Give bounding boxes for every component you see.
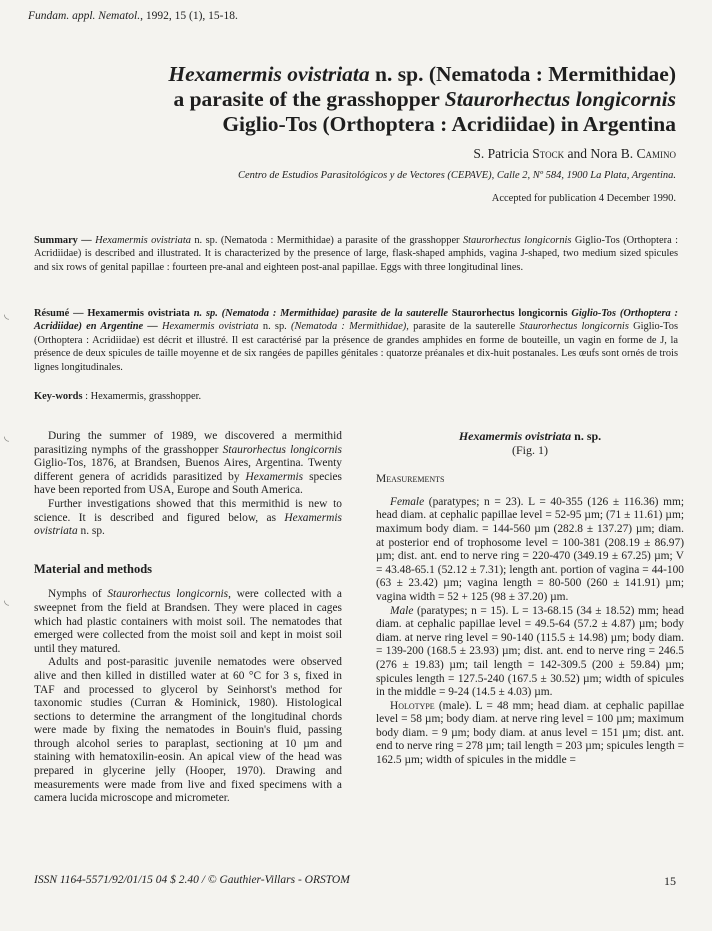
male-measurements	[376, 605, 684, 700]
keywords	[34, 390, 678, 403]
keywords-label: Key-words	[34, 391, 83, 402]
page-number: 15	[664, 874, 676, 888]
title-part: a parasite of the grasshopper	[173, 87, 445, 111]
text-run: (male). L = 48 mm; head diam. at cephalic papillae level = 58 µm; body diam. at nerve ring level = 100 µm; maximum body diam. = 9 µm; body diam. at anus level = 151 µm; dist. ant. end to nerve ring = 278 µm; tail length = 203 µm; spicules length = 162.5 µm; width of spicules in the middle =	[376, 699, 684, 767]
text-run: n. sp. (Nematoda : Mermithidae) a parasite of the grasshopper	[190, 235, 463, 246]
text-run: n. sp.	[258, 321, 291, 333]
sex-label: Female	[390, 495, 425, 508]
article-title	[56, 62, 676, 137]
authors	[473, 146, 676, 162]
species-name: Hexamermis ovistriata	[162, 321, 259, 333]
margin-mark: ◟	[4, 428, 10, 443]
running-head	[28, 10, 238, 22]
text-run: Giglio-Tos (Orthoptera : Acridiidae) est décrit et illustré. Il est caractérisé par la présence de grandes amphides en forme de bouteille, un vagin en forme de J, la présence de deux spicules de taille moyenne et de six rangées de papilles génitales : quatorze préanales et dix-huit postanales. Les œufs sont ornés de trois lignes longitudinales.	[34, 321, 678, 373]
text-run: n. sp. (Nematoda : Mermithidae) parasite de la sauterelle	[193, 308, 452, 319]
title-part: Giglio-Tos (Orthoptera : Acridiidae) in Argentina	[222, 112, 676, 136]
resume	[34, 307, 678, 374]
species-suffix: n. sp.	[571, 429, 602, 443]
species-name: Hexamermis ovistriata	[458, 429, 572, 443]
text-run: Further investigations showed that this mermithid is new to science. It is described and figured below, as	[34, 497, 342, 524]
margin-mark: ◟	[4, 592, 10, 607]
summary	[34, 234, 678, 274]
accepted-date: Accepted for publication 4 December 1990.	[491, 193, 676, 204]
affiliation: Centro de Estudios Parasitológicos y de Vectores (CEPAVE), Calle 2, Nº 584, 1900 La Plata, Argentina.	[237, 170, 676, 181]
female-measurements	[376, 496, 684, 605]
title-part: n. sp. (Nematoda : Mermithidae)	[369, 62, 676, 86]
right-column	[376, 430, 684, 768]
text-run: , were collected with a sweepnet from the field at Brandsen. They were placed in cages which had plastic containers with moist soil. The nematodes that emerged were collected from the moist soil and kept in moist soil until they matured.	[34, 588, 342, 655]
volume-info: , 1992, 15 (1), 15-18.	[140, 10, 238, 22]
sex-label: Male	[390, 604, 414, 617]
methods-heading: Material and methods	[34, 561, 153, 576]
text-run: parasite de la sauterelle	[408, 321, 520, 333]
measurements-heading: Measurements	[376, 473, 445, 486]
resume-label: Résumé — Hexamermis ovistriata	[34, 308, 194, 319]
species-name: Hexamermis ovistriata	[95, 235, 191, 246]
figure-reference: (Fig. 1)	[512, 442, 548, 457]
methods-paragraph: Adults and post-parasitic juvenile nematodes were observed alive and then killed in distilled water at 60 °C for 3 s, fixed in TAF and processed to glycerol by Seinhorst's method for taxonomic studies (Curran & Hominick, 1980). Histological sections to determine the arrangment of the longitudinal chords were made by fixing the nematodes in Bouin's fluid, passing through alcohol series to paraplast, sectioning at 10 µm and staining with hematoxilin-eosin. An apical view of the head was prepared in glycerine jelly (Hooper, 1970). Drawing and measurements were made from live and fixed specimens with a camera lucida microscope and micrometer.	[34, 656, 342, 805]
species-heading	[376, 430, 684, 444]
keywords-text: : Hexamermis, grasshopper.	[82, 391, 202, 402]
text-run: Giglio-Tos (Orthoptera : Acridiidae) en Argentine —	[34, 308, 679, 333]
species-name: Staurorhectus longicornis	[462, 235, 572, 246]
margin-mark: ◟	[4, 306, 10, 321]
text-run: species have been reported from USA, Europe and South America.	[34, 470, 342, 497]
holotype-measurements	[376, 700, 684, 768]
species-name: Staurorhectus longicornis	[451, 308, 572, 319]
issn-footer: ISSN 1164-5571/92/01/15 04 $ 2.40 / © Gauthier-Villars - ORSTOM	[34, 874, 350, 886]
author-last-name: Camino	[636, 146, 676, 161]
methods-paragraph	[34, 588, 342, 656]
text-run: (paratypes; n = 23). L = 40-355 (126 ± 116.36) mm; head diam. at cephalic papillae level = 52-95 µm; (71 ± 11.61) µm; maximum body diam. = 144-560 µm (282.8 ± 137.27) µm; diam. at posterior end of trophosome level = 100-381 (208.19 ± 86.97) µm; dist. ant. end to nerve ring = 220-470 (349.19 ± 67.25) µm; V = 43.48-65.1 (52.12 ± 7.31); length ant. portion of vagina = 44-100 (63 ± 23.42) µm; vagina length = 80-500 (260 ± 141.91) µm; vagina width = 52 + 125 (98 ± 37.20) µm.	[376, 495, 684, 603]
text-run: During the summer of 1989, we discovered a mermithid parasitizing nymphs of the grasshopper	[34, 430, 342, 456]
species-name: Staurorhectus longicornis	[519, 321, 629, 333]
text-run: (paratypes; n = 15). L = 13-68.15 (34 ± 18.52) mm; head diam. at cephalic papillae level = 49.5-64 (57.2 ± 4.87) µm; body diam. at nerve ring level = 90-140 (115.5 ± 14.98) µm; body diam. = 139-200 (168.5 ± 23.93) µm; dist. ant. end to nerve ring = 246.5 (276 ± 19.83) µm; tail length = 142-309.5 (200 ± 59.84) µm; spicules length = 127.5-240 (167.5 ± 30.52) µm; width of spicules in the middle = 9-24 (14.5 ± 4.03) µm.	[376, 604, 684, 699]
species-name: Hexamermis	[245, 470, 304, 483]
author-first-name: S. Patricia	[473, 146, 533, 161]
summary-label: Summary —	[34, 235, 96, 246]
holotype-label: Holotype	[390, 699, 435, 712]
left-column	[34, 430, 342, 806]
journal-name: Fundam. appl. Nematol.	[28, 10, 141, 22]
species-name: Staurorhectus longicornis	[107, 588, 229, 601]
text-run: (Nematoda : Mermithidae),	[291, 321, 409, 333]
title-host-species: Staurorhectus longicornis	[444, 87, 676, 111]
author-first-name: and Nora B.	[564, 146, 637, 161]
intro-paragraph	[34, 430, 342, 498]
title-species: Hexamermis ovistriata	[168, 62, 370, 86]
author-last-name: Stock	[532, 146, 565, 161]
text-run: Giglio-Tos (Orthoptera : Acridiidae) is described and illustrated. It is characterized by the presence of large, flask-shaped amphids, vagina J-shaped, two medium sized spicules and six rows of genital papillae : fourteen pre-anal and eighteen post-anal papillae. Eggs with three longitudinal lines.	[34, 235, 678, 273]
species-name: Hexamermis ovistriata	[34, 511, 342, 538]
species-name: Staurorhectus longicornis	[222, 443, 342, 456]
intro-paragraph	[34, 498, 342, 539]
text-run: Giglio-Tos, 1876, at Brandsen, Buenos Aires, Argentina. Twenty different genera of acridids parasitized by	[34, 457, 342, 483]
text-run: n. sp.	[77, 525, 105, 538]
text-run: Nymphs of	[48, 588, 108, 601]
